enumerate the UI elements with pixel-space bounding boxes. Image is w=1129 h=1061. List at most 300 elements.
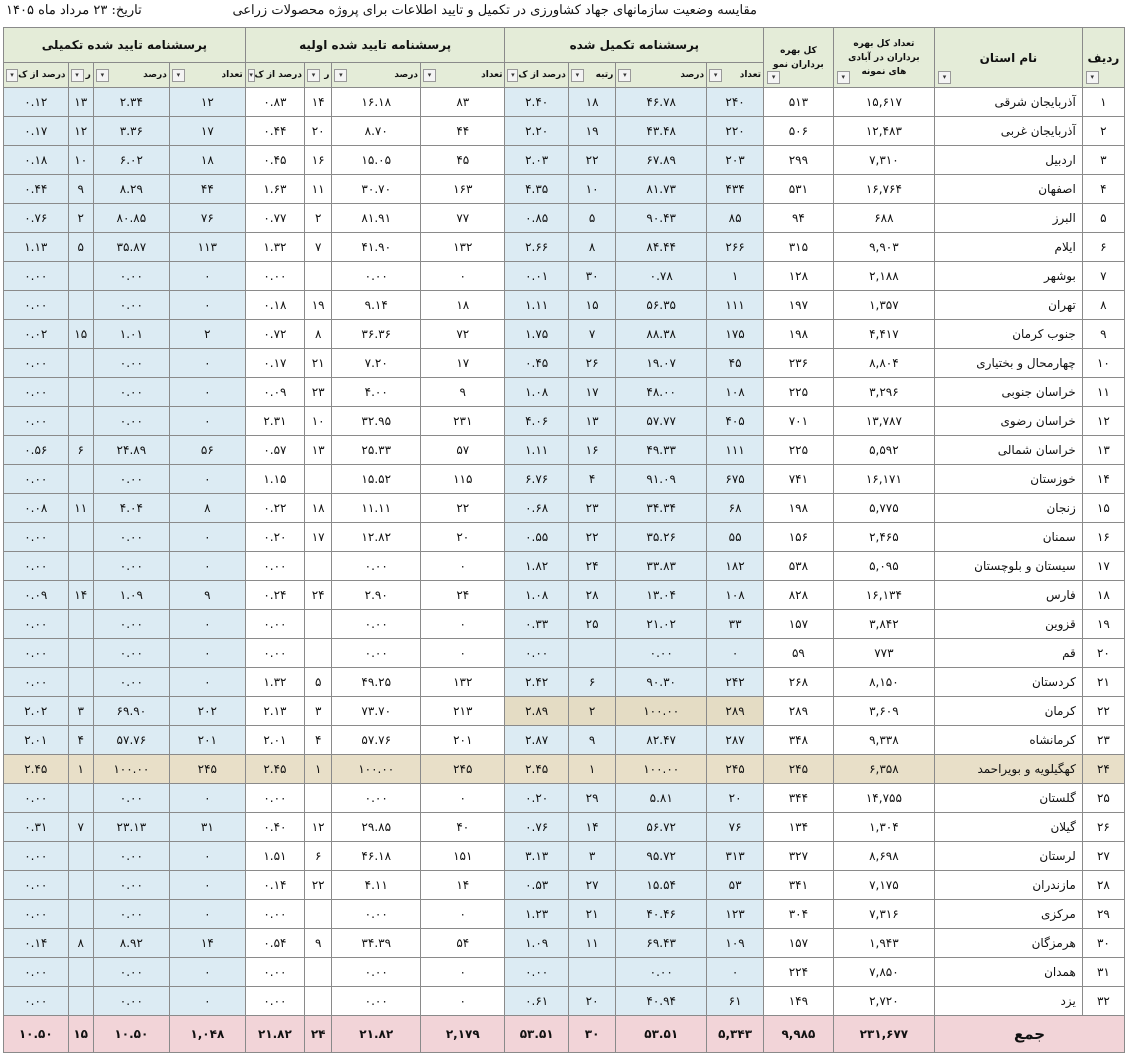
table-cell[interactable]: ۲۸: [568, 581, 615, 610]
table-cell[interactable]: ۰.۱۷: [4, 117, 69, 146]
row-index-cell[interactable]: ۳۲: [1082, 987, 1124, 1016]
table-cell[interactable]: ۴.۰۴: [93, 494, 169, 523]
table-cell[interactable]: ۰.۰۰: [332, 784, 421, 813]
table-cell[interactable]: ۲۰۱: [421, 726, 505, 755]
table-cell[interactable]: ۰: [421, 900, 505, 929]
table-cell[interactable]: ۱۰: [568, 175, 615, 204]
table-cell[interactable]: ۳۲۷: [764, 842, 834, 871]
table-cell[interactable]: ۳۵.۲۶: [616, 523, 707, 552]
table-cell[interactable]: ۶۹.۹۰: [93, 697, 169, 726]
table-cell[interactable]: ۲۲: [421, 494, 505, 523]
table-cell[interactable]: ۱۶۳: [421, 175, 505, 204]
table-cell[interactable]: ۱.۰۹: [93, 581, 169, 610]
table-cell[interactable]: ۲: [68, 204, 93, 233]
table-cell[interactable]: [568, 958, 615, 987]
table-cell[interactable]: ۰.۰۱: [505, 262, 568, 291]
table-cell[interactable]: ۲.۸۷: [505, 726, 568, 755]
table-cell[interactable]: ۲۱: [568, 900, 615, 929]
table-cell[interactable]: ۰.۰۰: [4, 378, 69, 407]
table-cell[interactable]: ۵۹: [764, 639, 834, 668]
table-cell[interactable]: ۲۸۷: [707, 726, 764, 755]
table-cell[interactable]: ۴۰.۹۴: [616, 987, 707, 1016]
row-index-cell[interactable]: ۱۵: [1082, 494, 1124, 523]
table-cell[interactable]: ۱۴: [169, 929, 245, 958]
table-cell[interactable]: ۰.۰۰: [93, 378, 169, 407]
table-cell[interactable]: ۹.۱۴: [332, 291, 421, 320]
filter-dropdown-icon[interactable]: ▾: [507, 69, 518, 82]
table-cell[interactable]: ۲۰۲: [169, 697, 245, 726]
table-cell[interactable]: ۸۸.۳۸: [616, 320, 707, 349]
table-cell[interactable]: ۲.۰۱: [4, 726, 69, 755]
table-cell[interactable]: ۲۴۲: [707, 668, 764, 697]
row-index-cell[interactable]: ۲۲: [1082, 697, 1124, 726]
row-index-cell[interactable]: ۳۱: [1082, 958, 1124, 987]
province-name-cell[interactable]: خراسان جنوبی: [935, 378, 1083, 407]
table-cell[interactable]: ۰.۰۰: [93, 987, 169, 1016]
table-cell[interactable]: ۳۲.۹۵: [332, 407, 421, 436]
table-cell[interactable]: ۰: [421, 958, 505, 987]
table-cell[interactable]: ۸۵: [707, 204, 764, 233]
table-cell[interactable]: ۰.۵۶: [4, 436, 69, 465]
table-cell[interactable]: ۳: [568, 842, 615, 871]
table-cell[interactable]: ۱.۱۵: [245, 465, 304, 494]
table-cell[interactable]: ۵۳: [707, 871, 764, 900]
table-cell[interactable]: ۸۴.۴۴: [616, 233, 707, 262]
table-cell[interactable]: ۲۴۰: [707, 88, 764, 117]
table-cell[interactable]: ۲.۸۹: [505, 697, 568, 726]
table-cell[interactable]: ۸۳: [421, 88, 505, 117]
province-name-cell[interactable]: گیلان: [935, 813, 1083, 842]
table-cell[interactable]: ۸.۷۰: [332, 117, 421, 146]
table-cell[interactable]: ۱۶: [304, 146, 331, 175]
table-cell[interactable]: ۳: [68, 697, 93, 726]
table-cell[interactable]: ۱۴: [68, 581, 93, 610]
table-cell[interactable]: ۸۲۸: [764, 581, 834, 610]
table-cell[interactable]: ۳۴۴: [764, 784, 834, 813]
row-index-cell[interactable]: ۱۸: [1082, 581, 1124, 610]
province-name-cell[interactable]: خوزستان: [935, 465, 1083, 494]
table-cell[interactable]: ۱۷: [304, 523, 331, 552]
table-cell[interactable]: ۷,۱۷۵: [833, 871, 934, 900]
table-cell[interactable]: ۱۵,۶۱۷: [833, 88, 934, 117]
table-cell[interactable]: ۰.۲۰: [245, 523, 304, 552]
row-index-cell[interactable]: ۵: [1082, 204, 1124, 233]
total-cell[interactable]: ۹,۹۸۵: [764, 1016, 834, 1053]
table-cell[interactable]: ۶: [568, 668, 615, 697]
table-cell[interactable]: ۲۴۵: [421, 755, 505, 784]
table-cell[interactable]: [68, 349, 93, 378]
table-cell[interactable]: [304, 987, 331, 1016]
table-cell[interactable]: ۵۳۸: [764, 552, 834, 581]
table-cell[interactable]: ۰.۵۳: [505, 871, 568, 900]
table-cell[interactable]: ۰.۱۸: [4, 146, 69, 175]
table-cell[interactable]: ۰.۰۰: [245, 958, 304, 987]
table-cell[interactable]: ۱.۶۳: [245, 175, 304, 204]
table-cell[interactable]: ۰.۷۲: [245, 320, 304, 349]
table-cell[interactable]: ۰.۱۲: [4, 88, 69, 117]
table-cell[interactable]: ۰.۷۶: [4, 204, 69, 233]
table-cell[interactable]: ۰.۳۱: [4, 813, 69, 842]
table-cell[interactable]: ۲.۱۳: [245, 697, 304, 726]
table-cell[interactable]: ۲۳: [568, 494, 615, 523]
table-cell[interactable]: ۲,۴۶۵: [833, 523, 934, 552]
table-cell[interactable]: ۱۰: [304, 407, 331, 436]
table-cell[interactable]: [68, 523, 93, 552]
table-cell[interactable]: ۵: [304, 668, 331, 697]
row-index-cell[interactable]: ۳: [1082, 146, 1124, 175]
table-cell[interactable]: ۳۳: [707, 610, 764, 639]
table-cell[interactable]: ۰.۷۷: [245, 204, 304, 233]
table-cell[interactable]: [304, 958, 331, 987]
table-cell[interactable]: ۴.۰۰: [332, 378, 421, 407]
table-cell[interactable]: ۲۳: [304, 378, 331, 407]
table-cell[interactable]: ۰.۰۰: [93, 842, 169, 871]
table-cell[interactable]: ۱۳: [68, 88, 93, 117]
table-cell[interactable]: ۰: [169, 784, 245, 813]
row-index-cell[interactable]: ۱: [1082, 88, 1124, 117]
table-cell[interactable]: ۹: [568, 726, 615, 755]
table-cell[interactable]: ۲,۱۸۸: [833, 262, 934, 291]
table-cell[interactable]: [68, 668, 93, 697]
total-cell[interactable]: ۱۰.۵۰: [93, 1016, 169, 1053]
province-name-cell[interactable]: گلستان: [935, 784, 1083, 813]
row-index-cell[interactable]: ۴: [1082, 175, 1124, 204]
table-cell[interactable]: ۱.۱۱: [505, 436, 568, 465]
table-cell[interactable]: ۲۴: [304, 581, 331, 610]
table-cell[interactable]: ۴.۳۵: [505, 175, 568, 204]
table-cell[interactable]: ۲۱: [304, 349, 331, 378]
table-cell[interactable]: ۰.۰۰: [332, 610, 421, 639]
table-cell[interactable]: ۱۶,۱۳۴: [833, 581, 934, 610]
table-cell[interactable]: ۳.۳۶: [93, 117, 169, 146]
table-cell[interactable]: ۴۰.۴۶: [616, 900, 707, 929]
table-cell[interactable]: ۹: [304, 929, 331, 958]
filter-dropdown-icon[interactable]: ▾: [571, 69, 584, 82]
table-cell[interactable]: ۰.۵۵: [505, 523, 568, 552]
table-cell[interactable]: ۱.۷۵: [505, 320, 568, 349]
table-cell[interactable]: ۰.۲۰: [505, 784, 568, 813]
table-cell[interactable]: ۱: [707, 262, 764, 291]
table-cell[interactable]: ۱۰۹: [707, 929, 764, 958]
table-cell[interactable]: ۱,۳۰۴: [833, 813, 934, 842]
table-cell[interactable]: ۱۰۸: [707, 581, 764, 610]
table-cell[interactable]: ۰: [169, 871, 245, 900]
table-cell[interactable]: ۰: [169, 407, 245, 436]
table-cell[interactable]: ۳۱۳: [707, 842, 764, 871]
table-cell[interactable]: ۲۶: [568, 349, 615, 378]
table-cell[interactable]: ۱.۸۲: [505, 552, 568, 581]
table-cell[interactable]: ۲۲: [568, 523, 615, 552]
table-cell[interactable]: ۱۴: [421, 871, 505, 900]
total-cell[interactable]: ۱,۰۴۸: [169, 1016, 245, 1053]
table-cell[interactable]: ۱۹: [568, 117, 615, 146]
table-cell[interactable]: ۰.۰۰: [332, 262, 421, 291]
table-cell[interactable]: ۴: [568, 465, 615, 494]
table-cell[interactable]: ۶: [68, 436, 93, 465]
table-cell[interactable]: ۱۲: [304, 813, 331, 842]
table-cell[interactable]: ۱۷: [568, 378, 615, 407]
table-cell[interactable]: ۲.۴۵: [4, 755, 69, 784]
table-cell[interactable]: ۲۶۸: [764, 668, 834, 697]
table-cell[interactable]: [68, 871, 93, 900]
table-cell[interactable]: ۱,۹۴۳: [833, 929, 934, 958]
table-cell[interactable]: ۰.۰۰: [93, 668, 169, 697]
row-index-cell[interactable]: ۲: [1082, 117, 1124, 146]
table-cell[interactable]: ۲.۳۴: [93, 88, 169, 117]
table-cell[interactable]: ۱۱: [568, 929, 615, 958]
table-cell[interactable]: ۲۶۶: [707, 233, 764, 262]
table-cell[interactable]: ۲۵: [568, 610, 615, 639]
table-cell[interactable]: [304, 552, 331, 581]
row-index-cell[interactable]: ۱۳: [1082, 436, 1124, 465]
province-name-cell[interactable]: فارس: [935, 581, 1083, 610]
total-cell[interactable]: ۲۳۱,۶۷۷: [833, 1016, 934, 1053]
table-cell[interactable]: ۲.۰۱: [245, 726, 304, 755]
table-cell[interactable]: ۱.۳۲: [245, 668, 304, 697]
table-cell[interactable]: ۴.۰۶: [505, 407, 568, 436]
table-cell[interactable]: ۷,۳۱۶: [833, 900, 934, 929]
table-cell[interactable]: ۲۰: [568, 987, 615, 1016]
table-cell[interactable]: ۱۵۷: [764, 929, 834, 958]
table-cell[interactable]: ۴,۴۱۷: [833, 320, 934, 349]
table-cell[interactable]: ۱.۱۳: [4, 233, 69, 262]
table-cell[interactable]: [304, 610, 331, 639]
row-index-cell[interactable]: ۲۵: [1082, 784, 1124, 813]
table-cell[interactable]: ۷۷۳: [833, 639, 934, 668]
table-cell[interactable]: ۰: [169, 958, 245, 987]
total-cell[interactable]: ۱۵: [68, 1016, 93, 1053]
table-cell[interactable]: ۰.۰۰: [4, 349, 69, 378]
table-cell[interactable]: ۴۴: [421, 117, 505, 146]
table-cell[interactable]: ۰.۳۳: [505, 610, 568, 639]
table-cell[interactable]: ۱.۰۸: [505, 581, 568, 610]
table-cell[interactable]: ۰.۷۶: [505, 813, 568, 842]
table-cell[interactable]: ۰.۱۴: [4, 929, 69, 958]
table-cell[interactable]: ۷۰۱: [764, 407, 834, 436]
row-index-cell[interactable]: ۲۴: [1082, 755, 1124, 784]
table-cell[interactable]: ۱۹۷: [764, 291, 834, 320]
table-cell[interactable]: ۱۰۰.۰۰: [93, 755, 169, 784]
province-name-cell[interactable]: یزد: [935, 987, 1083, 1016]
province-name-cell[interactable]: قزوین: [935, 610, 1083, 639]
table-cell[interactable]: ۰.۰۰: [93, 552, 169, 581]
row-index-cell[interactable]: ۱۴: [1082, 465, 1124, 494]
table-cell[interactable]: [304, 639, 331, 668]
table-cell[interactable]: ۲.۴۰: [505, 88, 568, 117]
table-cell[interactable]: ۴۹.۳۳: [616, 436, 707, 465]
province-name-cell[interactable]: کهگیلویه و بویراحمد: [935, 755, 1083, 784]
table-cell[interactable]: ۴۶.۷۸: [616, 88, 707, 117]
table-cell[interactable]: [68, 291, 93, 320]
row-index-cell[interactable]: ۱۷: [1082, 552, 1124, 581]
table-cell[interactable]: ۴۹.۲۵: [332, 668, 421, 697]
table-cell[interactable]: ۰.۰۰: [245, 987, 304, 1016]
table-cell[interactable]: ۱۳۲: [421, 668, 505, 697]
table-cell[interactable]: ۱۵: [68, 320, 93, 349]
table-cell[interactable]: ۸,۶۹۸: [833, 842, 934, 871]
table-cell[interactable]: ۱۲.۸۲: [332, 523, 421, 552]
table-cell[interactable]: ۶۸: [707, 494, 764, 523]
table-cell[interactable]: ۴۳.۴۸: [616, 117, 707, 146]
table-cell[interactable]: ۱۱۳: [169, 233, 245, 262]
table-cell[interactable]: ۰.۰۰: [93, 291, 169, 320]
table-cell[interactable]: ۱۵.۵۴: [616, 871, 707, 900]
table-cell[interactable]: ۸۰.۸۵: [93, 204, 169, 233]
row-index-cell[interactable]: ۲۷: [1082, 842, 1124, 871]
table-cell[interactable]: ۷۶: [169, 204, 245, 233]
table-cell[interactable]: ۲۰۱: [169, 726, 245, 755]
filter-dropdown-icon[interactable]: ▾: [248, 69, 255, 82]
province-name-cell[interactable]: کردستان: [935, 668, 1083, 697]
table-cell[interactable]: ۱: [304, 755, 331, 784]
province-name-cell[interactable]: زنجان: [935, 494, 1083, 523]
filter-dropdown-icon[interactable]: ▾: [938, 71, 951, 84]
row-index-cell[interactable]: ۱۶: [1082, 523, 1124, 552]
table-cell[interactable]: ۰.۰۰: [4, 784, 69, 813]
table-cell[interactable]: ۲۲۰: [707, 117, 764, 146]
table-cell[interactable]: ۰.۵۴: [245, 929, 304, 958]
table-cell[interactable]: ۲.۳۱: [245, 407, 304, 436]
row-index-cell[interactable]: ۸: [1082, 291, 1124, 320]
table-cell[interactable]: ۳۶.۳۶: [332, 320, 421, 349]
table-cell[interactable]: ۵۷.۷۷: [616, 407, 707, 436]
table-cell[interactable]: ۱۷: [421, 349, 505, 378]
table-cell[interactable]: ۰.۰۰: [245, 639, 304, 668]
table-cell[interactable]: ۰.۲۲: [245, 494, 304, 523]
table-cell[interactable]: ۲۲: [304, 871, 331, 900]
table-cell[interactable]: ۳: [304, 697, 331, 726]
table-cell[interactable]: ۵۶.۳۵: [616, 291, 707, 320]
table-cell[interactable]: ۰: [169, 291, 245, 320]
table-cell[interactable]: ۷۳.۷۰: [332, 697, 421, 726]
table-cell[interactable]: ۷: [304, 233, 331, 262]
table-cell[interactable]: ۲۳.۱۳: [93, 813, 169, 842]
table-cell[interactable]: ۰: [421, 552, 505, 581]
table-cell[interactable]: ۱۲۳: [707, 900, 764, 929]
table-cell[interactable]: ۰.۰۹: [4, 581, 69, 610]
table-cell[interactable]: ۲۳۱: [421, 407, 505, 436]
table-cell[interactable]: ۲: [304, 204, 331, 233]
table-cell[interactable]: ۱۵۷: [764, 610, 834, 639]
province-name-cell[interactable]: هرمزگان: [935, 929, 1083, 958]
table-cell[interactable]: ۰.۰۰: [4, 291, 69, 320]
table-cell[interactable]: [68, 407, 93, 436]
table-cell[interactable]: ۷۷: [421, 204, 505, 233]
table-cell[interactable]: ۲.۴۲: [505, 668, 568, 697]
table-cell[interactable]: ۵: [568, 204, 615, 233]
row-index-cell[interactable]: ۱۲: [1082, 407, 1124, 436]
table-cell[interactable]: ۲۴: [421, 581, 505, 610]
table-cell[interactable]: ۰.۰۰: [332, 987, 421, 1016]
table-cell[interactable]: ۱۶,۱۷۱: [833, 465, 934, 494]
province-name-cell[interactable]: البرز: [935, 204, 1083, 233]
table-cell[interactable]: ۶۸۸: [833, 204, 934, 233]
table-cell[interactable]: ۱.۵۱: [245, 842, 304, 871]
table-cell[interactable]: ۲۴: [568, 552, 615, 581]
filter-dropdown-icon[interactable]: ▾: [71, 69, 84, 82]
table-cell[interactable]: ۹: [169, 581, 245, 610]
table-cell[interactable]: ۷۲: [421, 320, 505, 349]
table-cell[interactable]: [68, 784, 93, 813]
table-cell[interactable]: ۰.۰۰: [4, 639, 69, 668]
filter-dropdown-icon[interactable]: ▾: [96, 69, 109, 82]
table-cell[interactable]: ۲۲: [568, 146, 615, 175]
province-name-cell[interactable]: لرستان: [935, 842, 1083, 871]
province-name-cell[interactable]: چهارمحال و بختیاری: [935, 349, 1083, 378]
table-cell[interactable]: ۴۵: [707, 349, 764, 378]
table-cell[interactable]: ۴: [304, 726, 331, 755]
filter-dropdown-icon[interactable]: ▾: [709, 69, 722, 82]
table-cell[interactable]: ۹۰.۴۳: [616, 204, 707, 233]
table-cell[interactable]: ۵۶.۷۲: [616, 813, 707, 842]
table-cell[interactable]: ۲۱.۰۲: [616, 610, 707, 639]
table-cell[interactable]: [304, 262, 331, 291]
table-cell[interactable]: ۴: [68, 726, 93, 755]
table-cell[interactable]: ۰.۴۴: [245, 117, 304, 146]
table-cell[interactable]: ۱۴: [568, 813, 615, 842]
table-cell[interactable]: ۳,۸۴۲: [833, 610, 934, 639]
province-name-cell[interactable]: اصفهان: [935, 175, 1083, 204]
table-cell[interactable]: ۱۹۸: [764, 494, 834, 523]
table-cell[interactable]: ۲۰۳: [707, 146, 764, 175]
table-cell[interactable]: ۰.۱۴: [245, 871, 304, 900]
table-cell[interactable]: ۱۳۲: [421, 233, 505, 262]
table-cell[interactable]: ۰.۰۰: [505, 639, 568, 668]
table-cell[interactable]: ۱۸۲: [707, 552, 764, 581]
table-cell[interactable]: ۰: [169, 262, 245, 291]
total-cell[interactable]: ۲۱.۸۲: [332, 1016, 421, 1053]
total-cell[interactable]: ۲,۱۷۹: [421, 1016, 505, 1053]
table-cell[interactable]: ۰.۰۰: [4, 552, 69, 581]
table-cell[interactable]: ۱۰۸: [707, 378, 764, 407]
table-cell[interactable]: ۰.۰۰: [4, 523, 69, 552]
table-cell[interactable]: ۲: [169, 320, 245, 349]
table-cell[interactable]: ۲.۶۶: [505, 233, 568, 262]
table-cell[interactable]: ۱۳.۰۴: [616, 581, 707, 610]
table-cell[interactable]: ۰.۴۵: [505, 349, 568, 378]
row-index-cell[interactable]: ۱۹: [1082, 610, 1124, 639]
table-cell[interactable]: ۱.۳۲: [245, 233, 304, 262]
table-cell[interactable]: ۰.۰۹: [245, 378, 304, 407]
table-cell[interactable]: ۰.۰۰: [245, 552, 304, 581]
table-cell[interactable]: ۳۱۵: [764, 233, 834, 262]
table-cell[interactable]: ۱۶: [568, 436, 615, 465]
table-cell[interactable]: ۰.۰۰: [93, 871, 169, 900]
table-cell[interactable]: ۳۴.۳۴: [616, 494, 707, 523]
table-cell[interactable]: ۶۹.۴۳: [616, 929, 707, 958]
table-cell[interactable]: ۱۸: [568, 88, 615, 117]
table-cell[interactable]: ۰.۰۰: [93, 900, 169, 929]
province-name-cell[interactable]: بوشهر: [935, 262, 1083, 291]
row-index-cell[interactable]: ۹: [1082, 320, 1124, 349]
table-cell[interactable]: ۵,۰۹۵: [833, 552, 934, 581]
table-cell[interactable]: ۰: [169, 987, 245, 1016]
table-cell[interactable]: ۲.۰۲: [4, 697, 69, 726]
province-name-cell[interactable]: آذربایجان غربی: [935, 117, 1083, 146]
table-cell[interactable]: ۱۷۵: [707, 320, 764, 349]
table-cell[interactable]: ۱۳۴: [764, 813, 834, 842]
table-cell[interactable]: ۰.۰۰: [4, 407, 69, 436]
table-cell[interactable]: ۱۱: [304, 175, 331, 204]
table-cell[interactable]: ۰.۰۰: [332, 639, 421, 668]
table-cell[interactable]: ۰: [707, 958, 764, 987]
table-cell[interactable]: ۲۱۳: [421, 697, 505, 726]
table-cell[interactable]: ۷: [568, 320, 615, 349]
table-cell[interactable]: ۴۴: [169, 175, 245, 204]
table-cell[interactable]: ۱۵: [568, 291, 615, 320]
table-cell[interactable]: [68, 552, 93, 581]
table-cell[interactable]: ۰: [421, 610, 505, 639]
